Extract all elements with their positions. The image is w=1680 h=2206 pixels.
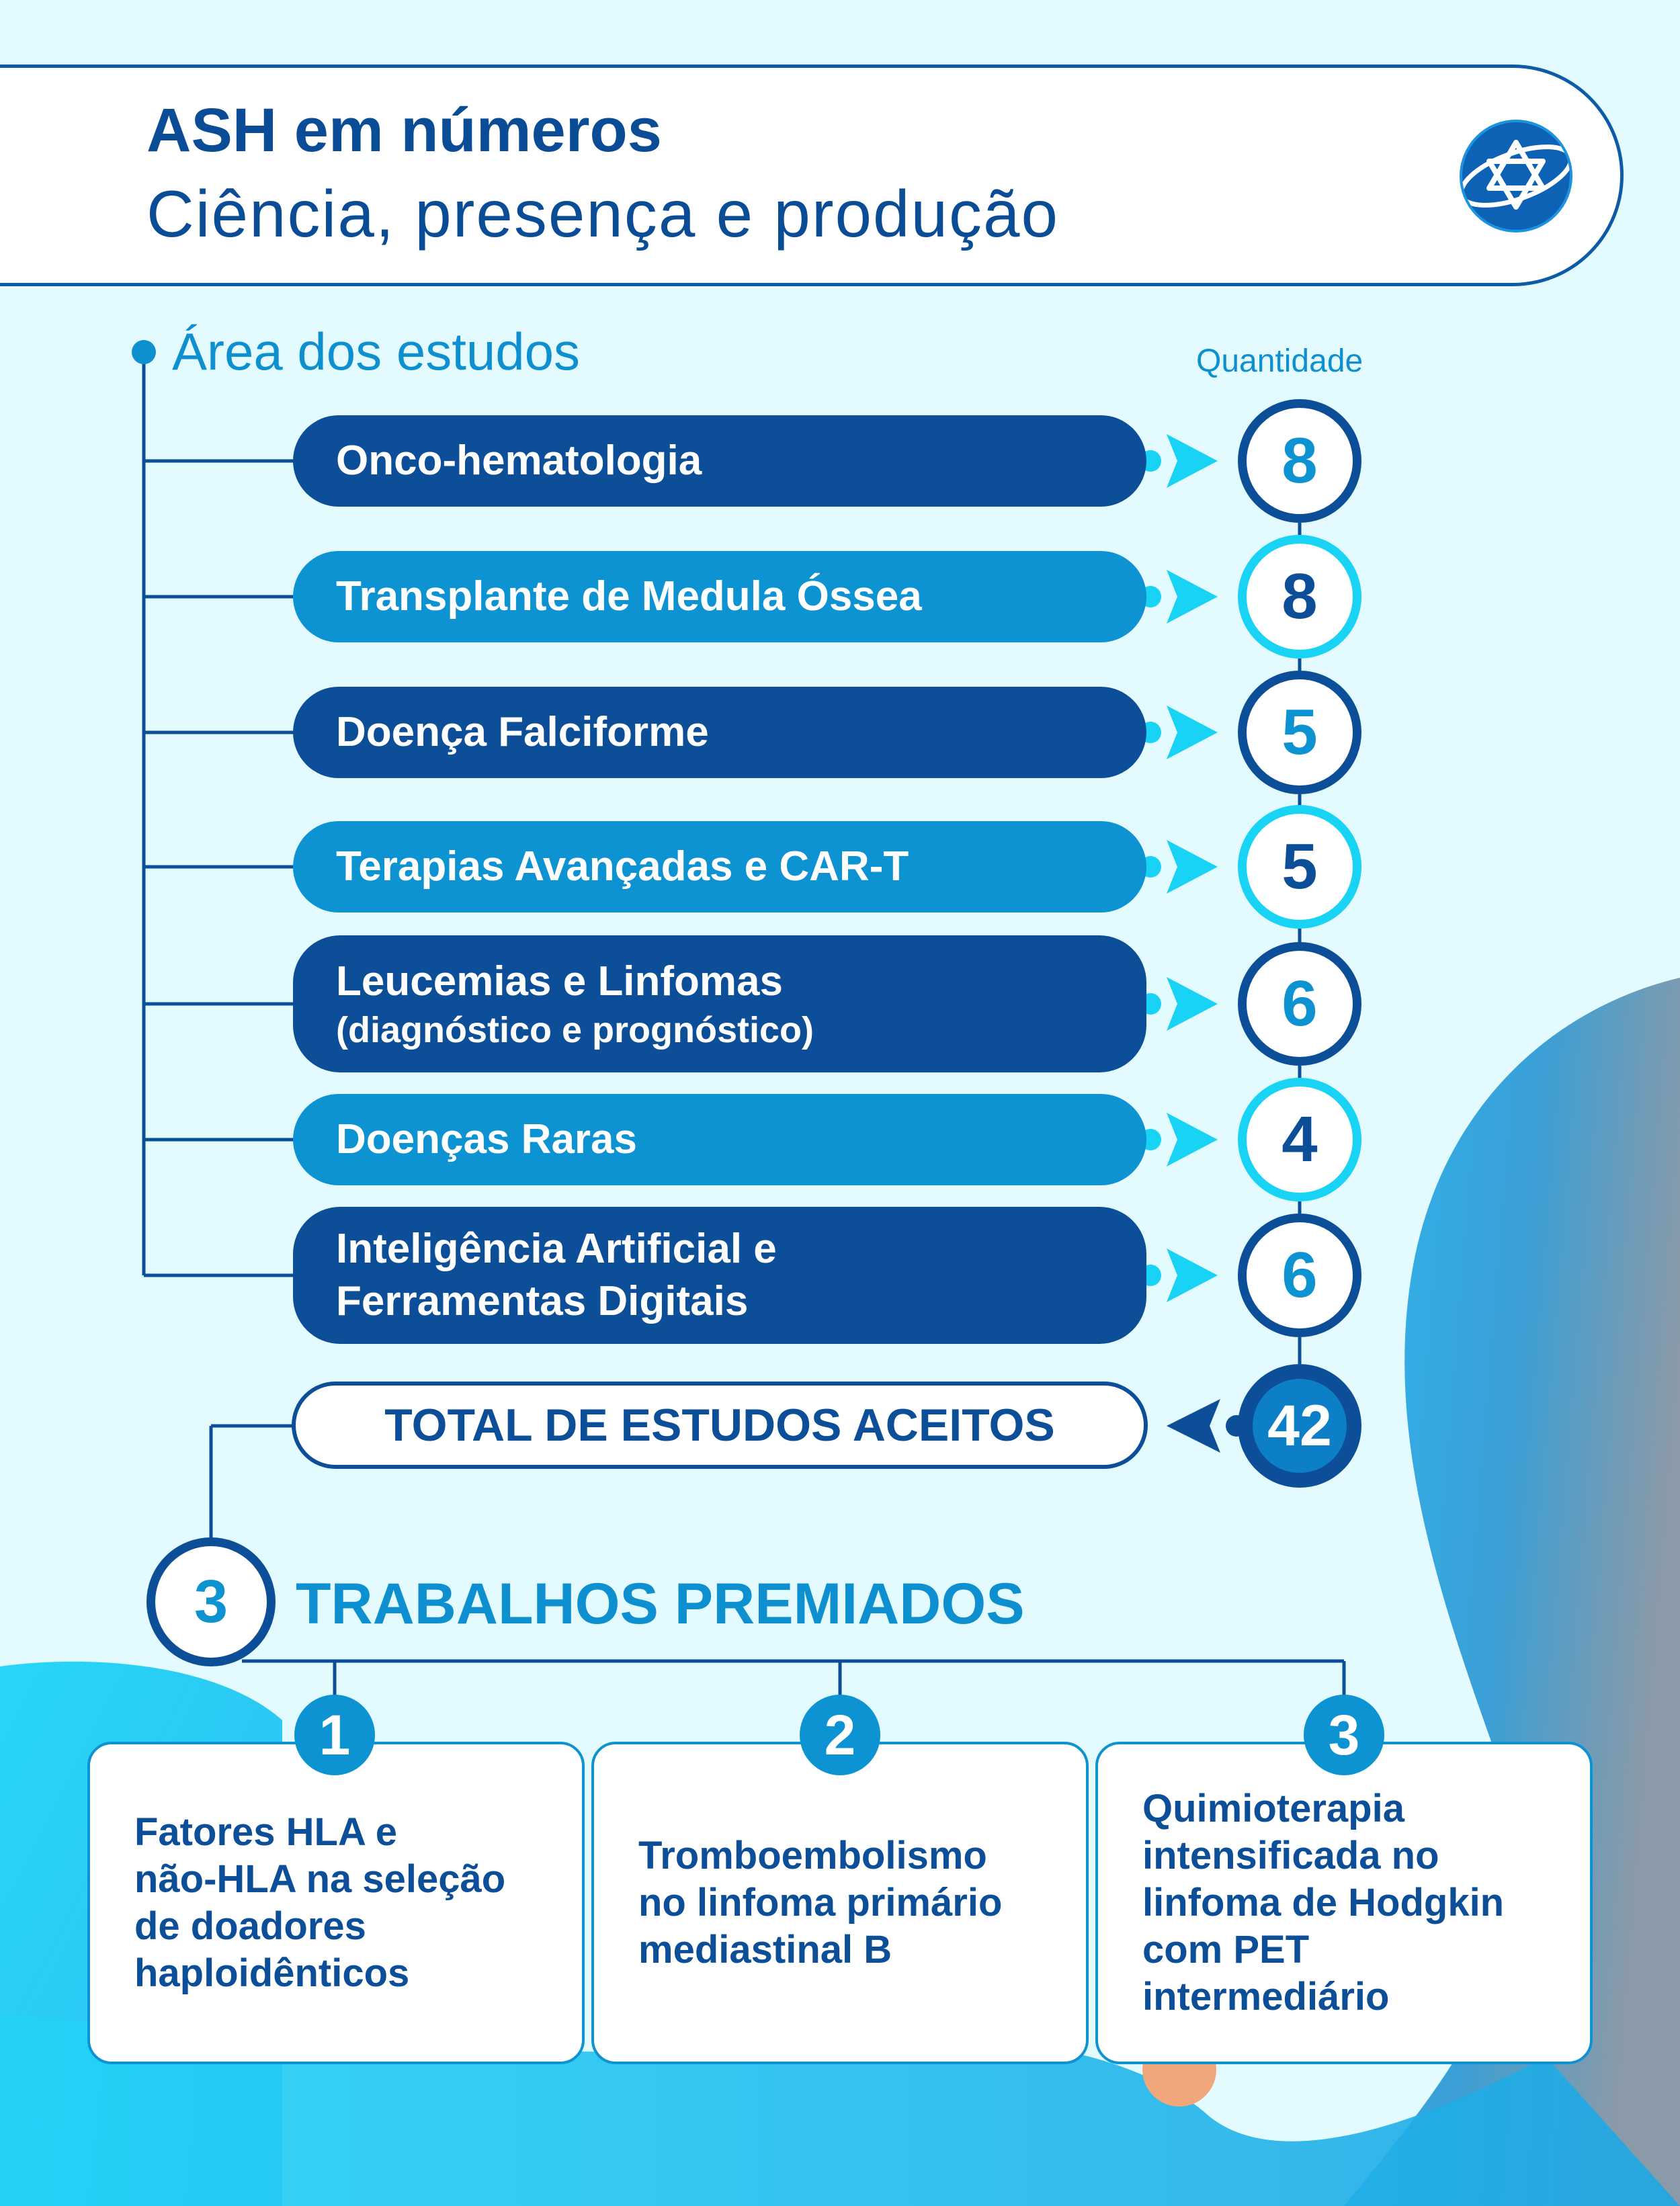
study-count-badge: 6 xyxy=(1238,942,1361,1066)
study-item xyxy=(293,821,1146,913)
study-label: Inteligência Artificial e xyxy=(336,1226,777,1272)
total-count: 42 xyxy=(1253,1379,1347,1473)
arrow-icons xyxy=(1140,434,1247,1453)
award-card xyxy=(87,1742,585,2064)
study-label: Onco-hematologia xyxy=(336,437,702,484)
study-count-badge: 4 xyxy=(1238,1078,1361,1201)
study-count-badge: 8 xyxy=(1238,399,1361,523)
page-title: ASH em números xyxy=(146,96,662,165)
award-card xyxy=(591,1742,1089,2064)
study-item xyxy=(293,551,1146,642)
study-item xyxy=(293,415,1146,507)
study-label-line2: Ferramentas Digitais xyxy=(336,1278,749,1324)
study-item xyxy=(293,1207,1146,1344)
total-count-badge xyxy=(1238,1364,1361,1488)
total-label: TOTAL DE ESTUDOS ACEITOS xyxy=(292,1382,1148,1469)
study-label: Leucemias e Linfomas xyxy=(336,958,784,1005)
study-item xyxy=(293,687,1146,778)
award-text: Fatores HLA e não-HLA na seleção de doadores haploidênticos xyxy=(134,1810,506,1995)
study-item xyxy=(293,935,1146,1072)
page-subtitle: Ciência, presença e produção xyxy=(146,177,1060,251)
study-count-badge: 6 xyxy=(1238,1214,1361,1337)
award-text: Tromboembolismo no linfoma primário mediastinal B xyxy=(638,1834,1003,1971)
study-sublabel: (diagnóstico e prognóstico) xyxy=(336,1010,814,1050)
study-label: Doença Falciforme xyxy=(336,709,709,755)
study-label: Doenças Raras xyxy=(336,1116,638,1162)
study-count-badge: 5 xyxy=(1238,805,1361,929)
award-number: 3 xyxy=(1304,1695,1384,1775)
study-label: Transplante de Medula Óssea xyxy=(336,573,922,620)
study-count-badge: 8 xyxy=(1238,535,1361,659)
awards-count-badge: 3 xyxy=(146,1537,276,1666)
awards-title: TRABALHOS PREMIADOS xyxy=(296,1572,1025,1636)
award-text: Quimioterapia intensificada no linfoma de Hodgkin com PET intermediário xyxy=(1142,1787,1505,2019)
study-item xyxy=(293,1094,1146,1185)
award-number: 1 xyxy=(294,1695,375,1775)
study-count-badge: 5 xyxy=(1238,671,1361,794)
award-card xyxy=(1095,1742,1593,2064)
quantity-label: Quantidade xyxy=(1196,343,1363,379)
award-number: 2 xyxy=(800,1695,880,1775)
study-label: Terapias Avançadas e CAR-T xyxy=(336,843,909,890)
studies-section-title: Área dos estudos xyxy=(172,322,581,381)
